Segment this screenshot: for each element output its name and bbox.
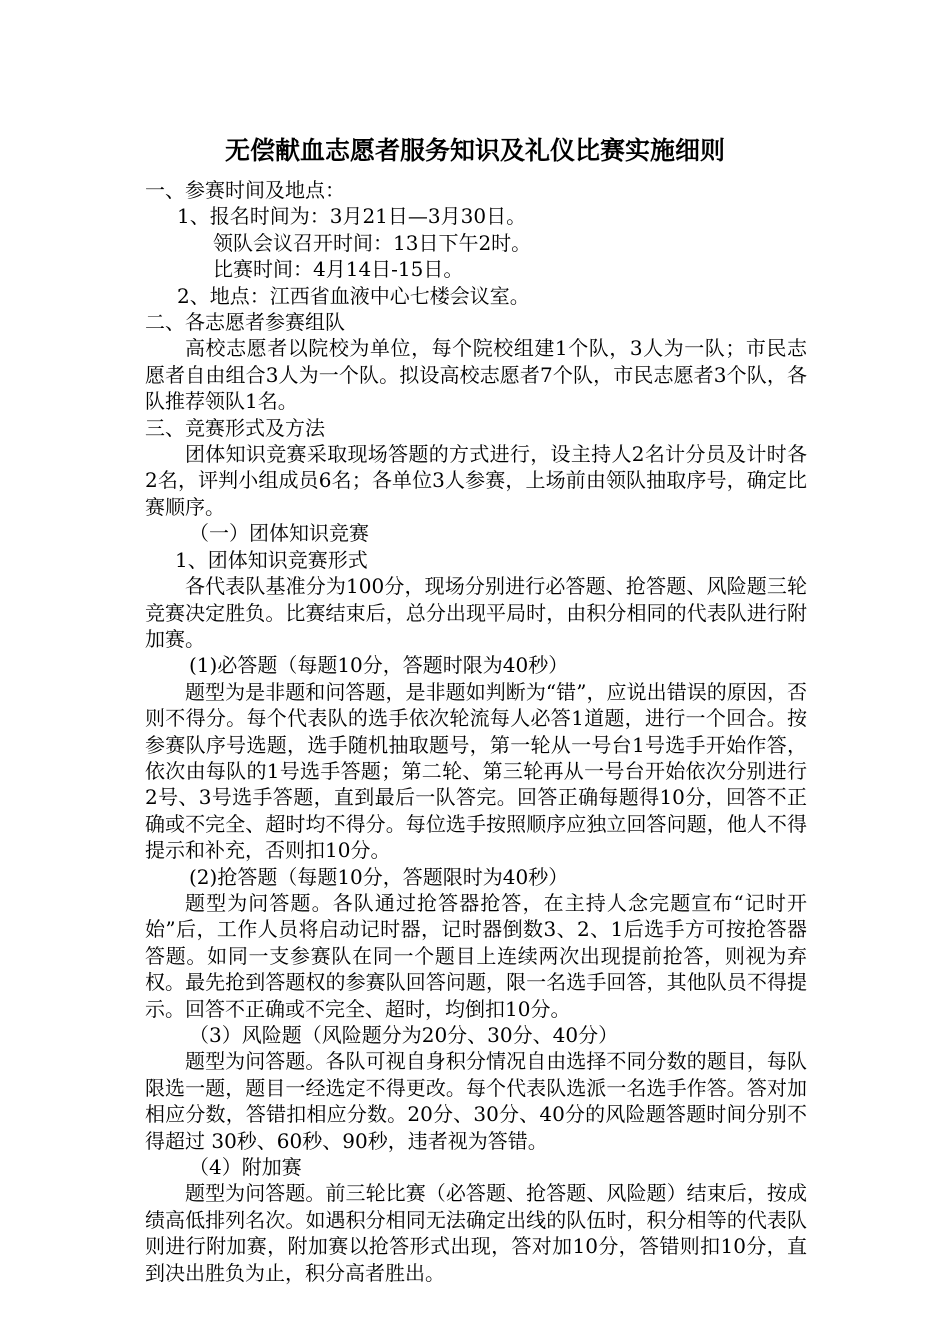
tiebreaker-paragraph: 题型为问答题。前三轮比赛（必答题、抢答题、风险题）结束后，按成绩高低排列名次。如遇积分相同无法确定出线的队伍时，积分相等的代表队则进行附加赛，附加赛以抢答形式出现，答对加10分，答错则扣10分，直到决出胜负为止，积分高者胜出。	[145, 1181, 807, 1285]
competition-method-paragraph: 团体知识竞赛采取现场答题的方式进行，设主持人2名计分员及计时各2名，评判小组成员6名；各单位3人参赛，上场前由领队抽取序号，确定比赛顺序。	[145, 442, 807, 519]
section-heading-1: 一、参赛时间及地点：	[145, 178, 345, 202]
buzzer-question-heading: (2)抢答题（每题10分，答题限时为40秒）	[189, 864, 569, 889]
risk-question-heading: （3）风险题（风险题分为20分、30分、40分）	[189, 1023, 619, 1047]
subsection-heading-team-quiz: （一）团体知识竞赛	[189, 521, 369, 546]
section-heading-3: 三、竞赛形式及方法	[145, 415, 325, 440]
required-question-heading: (1)必答题（每题10分，答题时限为40秒）	[189, 653, 569, 678]
document-body	[145, 177, 807, 1286]
competition-location: 2、地点：江西省血液中心七楼会议室。	[177, 283, 530, 308]
team-formation-paragraph: 高校志愿者以院校为单位，每个院校组建1个队，3人为一队；市民志愿者自由组合3人为一个队。拟设高校志愿者7个队，市民志愿者3个队，各队推荐领队1名。	[145, 336, 807, 414]
document-title: 无偿献血志愿者服务知识及礼仪比赛实施细则	[224, 136, 725, 165]
section-heading-2: 二、各志愿者参赛组队	[145, 310, 345, 335]
required-question-paragraph: 题型为是非题和问答题，是非题如判断为“错”，应说出错误的原因，否则不得分。每个代表队的选手依次轮流每人必答1道题，进行一个回合。按参赛队序号选题，选手随机抽取题号，第一轮从一号台1号选手开始作答，依次由每队的1号选手答题；第二轮、第三轮再从一号台开始依次分别进行2号、3号选手答题，直到最后一队答完。回答正确每题得10分，回答不正确或不完全、超时均不得分。每位选手按照顺序应独立回答问题，他人不得提示和补充，否则扣10分。	[145, 679, 807, 863]
quiz-format-paragraph: 各代表队基准分为100分，现场分别进行必答题、抢答题、风险题三轮竞赛决定胜负。比赛结束后，总分出现平局时，由积分相同的代表队进行附加赛。	[145, 574, 807, 651]
risk-question-paragraph: 题型为问答题。各队可视自身积分情况自由选择不同分数的题目，每队限选一题，题目一经选定不得更改。每个代表队选派一名选手作答。答对加相应分数，答错扣相应分数。20分、30分、40分的风险题答题时间分别不得超过 30秒、60秒、90秒，违者视为答错。	[145, 1049, 807, 1153]
tiebreaker-heading: （4）附加赛	[189, 1155, 302, 1180]
subsection-heading-quiz-format: 1、团体知识竞赛形式	[175, 547, 368, 572]
buzzer-question-paragraph: 题型为问答题。各队通过抢答器抢答，在主持人念完题宣布“记时开始”后，工作人员将启动记时器，记时器倒数3、2、1后选手方可按抢答器答题。如同一支参赛队在同一个题目上连续两次出现提前抢答，则视为弃权。最先抢到答题权的参赛队回答问题，限一名选手回答，其他队员不得提示。回答不正确或不完全、超时，均倒扣10分。	[145, 890, 807, 1021]
registration-time: 1、报名时间为：3月21日—3月30日。	[177, 204, 527, 229]
competition-time: 比赛时间：4月14日-15日。	[213, 257, 464, 282]
leader-meeting-time: 领队会议召开时间：13日下午2时。	[213, 230, 532, 255]
